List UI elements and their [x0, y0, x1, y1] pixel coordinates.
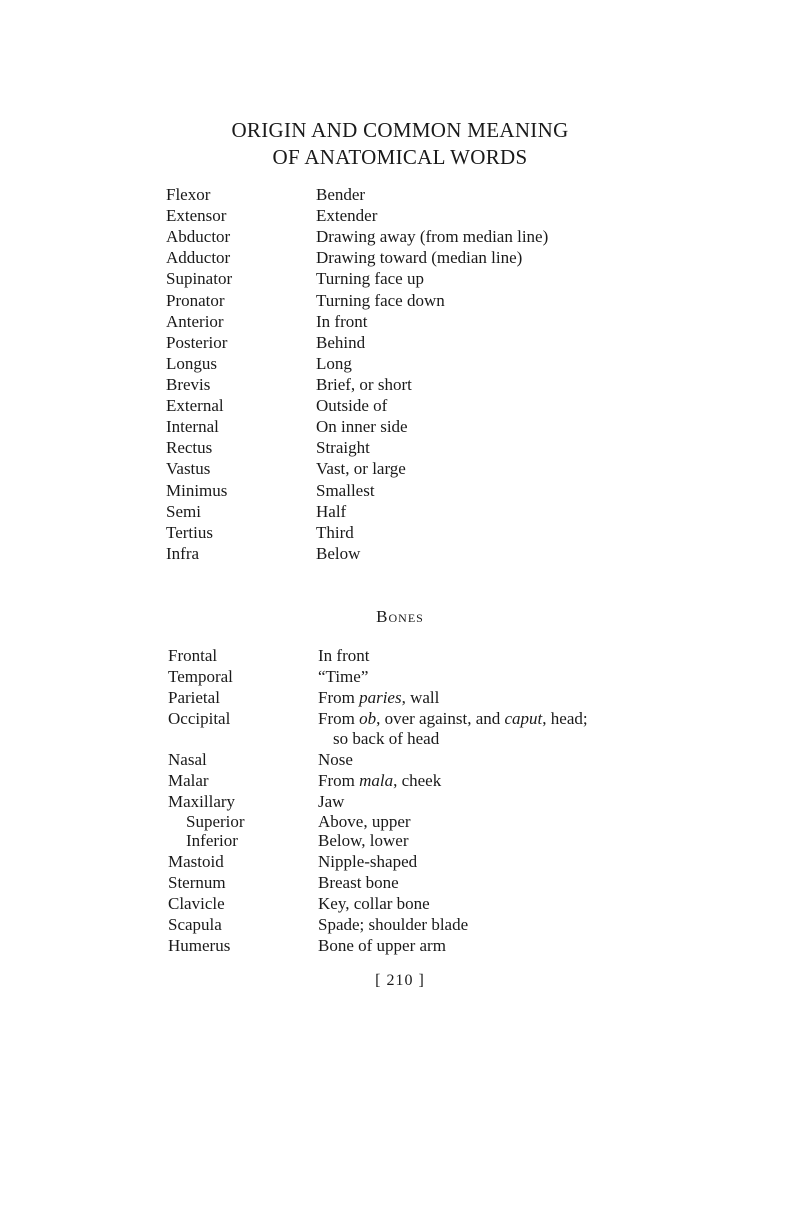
term: Supinator [166, 269, 233, 288]
page-title-line-1: ORIGIN AND COMMON MEANING [231, 118, 569, 142]
bone-term: Clavicle [168, 894, 225, 913]
meaning-text: From [318, 771, 360, 790]
term: Longus [166, 354, 217, 373]
latin-word: ob [359, 709, 377, 728]
meaning-text: , head; [542, 709, 588, 728]
term: Extensor [166, 206, 227, 225]
meaning: Extender [316, 206, 378, 225]
meaning: Below [316, 544, 361, 563]
meaning: On inner side [316, 417, 408, 436]
meaning: Bender [316, 185, 366, 204]
term: External [166, 396, 224, 415]
term: Adductor [166, 248, 231, 267]
bone-meaning: Nose [318, 750, 353, 769]
meaning: Brief, or short [316, 375, 412, 394]
latin-word: mala [359, 771, 394, 790]
bone-meaning: Above, upper [318, 812, 411, 831]
term: Flexor [166, 185, 211, 204]
bone-meaning: Jaw [318, 792, 345, 811]
bone-meaning [318, 770, 441, 791]
bone-meaning: “Time” [318, 667, 369, 686]
bone-subterm: Inferior [186, 831, 238, 850]
term: Internal [166, 417, 219, 436]
meaning-text: From [318, 709, 360, 728]
bone-meaning-continuation: so back of head [333, 729, 440, 748]
meaning: Long [316, 354, 352, 373]
page-title-line-2: OF ANATOMICAL WORDS [272, 145, 528, 169]
bone-term: Scapula [168, 915, 222, 934]
bone-term: Sternum [168, 873, 226, 892]
bone-term: Humerus [168, 936, 231, 955]
meaning: Drawing toward (median line) [316, 248, 523, 267]
meaning: Straight [316, 438, 370, 457]
latin-word: caput [504, 709, 543, 728]
meaning-text: , wall [401, 688, 440, 707]
bone-meaning: Bone of upper arm [318, 936, 446, 955]
meaning: Half [316, 502, 347, 521]
meaning-text: From [318, 688, 360, 707]
bone-term: Parietal [168, 688, 220, 707]
bone-term: Temporal [168, 667, 233, 686]
term: Abductor [166, 227, 231, 246]
term: Posterior [166, 333, 228, 352]
meaning: Vast, or large [316, 459, 406, 478]
bone-term: Mastoid [168, 852, 224, 871]
term: Anterior [166, 312, 224, 331]
term: Pronator [166, 291, 225, 310]
page-number: [ 210 ] [375, 972, 425, 989]
bone-term: Maxillary [168, 792, 236, 811]
term: Vastus [166, 459, 211, 478]
bone-meaning [318, 708, 588, 729]
bone-subterm: Superior [186, 812, 245, 831]
bone-term: Nasal [168, 750, 207, 769]
bone-term: Frontal [168, 646, 218, 665]
bone-meaning: Spade; shoulder blade [318, 915, 469, 934]
term: Semi [166, 502, 201, 521]
term: Infra [166, 544, 200, 563]
meaning: Turning face down [316, 291, 445, 310]
bone-meaning [318, 687, 439, 708]
bone-meaning: Below, lower [318, 831, 409, 850]
bone-term: Malar [168, 771, 209, 790]
bone-term: Occipital [168, 709, 231, 728]
term: Minimus [166, 481, 228, 500]
latin-word: paries [359, 688, 402, 707]
meaning: Turning face up [316, 269, 424, 288]
meaning: Third [316, 523, 354, 542]
bone-meaning: Breast bone [318, 873, 399, 892]
meaning: Smallest [316, 481, 375, 500]
meaning-text: , over against, and [376, 709, 505, 728]
bone-meaning: Key, collar bone [318, 894, 430, 913]
term: Tertius [166, 523, 213, 542]
bone-meaning: In front [318, 646, 370, 665]
term: Brevis [166, 375, 211, 394]
meaning: Drawing away (from median line) [316, 227, 549, 246]
bone-meaning: Nipple-shaped [318, 852, 418, 871]
section-heading-bones: Bones [376, 607, 424, 626]
term: Rectus [166, 438, 213, 457]
meaning: Behind [316, 333, 366, 352]
meaning-text: , cheek [393, 771, 442, 790]
meaning: In front [316, 312, 368, 331]
meaning: Outside of [316, 396, 388, 415]
